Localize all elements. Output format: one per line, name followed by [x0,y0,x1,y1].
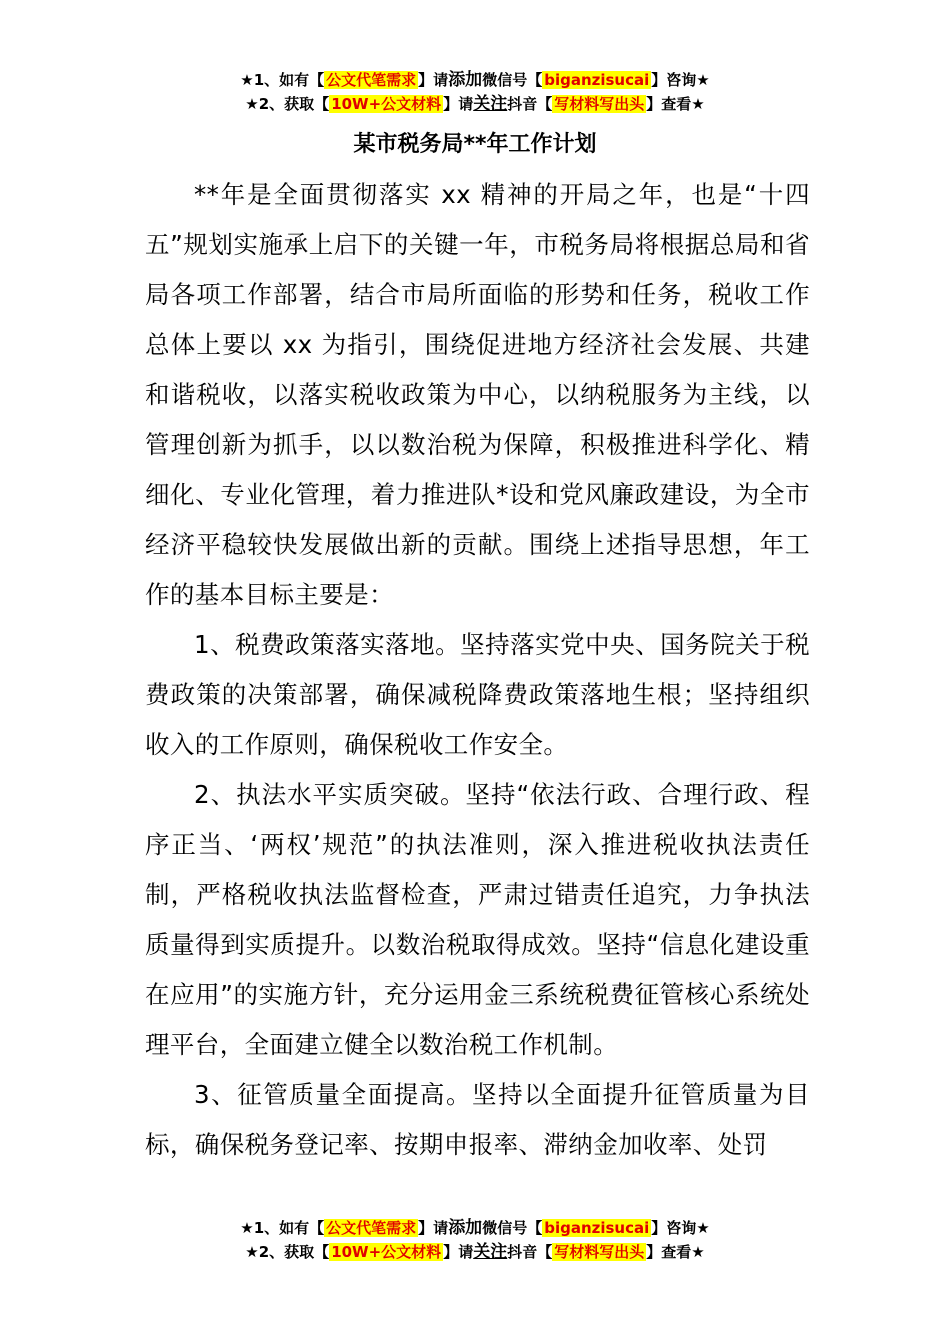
promo-highlight: 写材料写出头 [554,95,645,113]
promo-emphasis: 关注 [473,94,508,114]
promo-line-1 [0,68,950,92]
promo-text: 】请 [418,71,449,89]
promo-text: 】咨询★ [651,1219,710,1237]
promo-line-1 [0,1216,950,1240]
paragraph-item-3: 3、征管质量全面提高。坚持以全面提升征管质量为目标，确保税务登记率、按期申报率、滞纳金加收率、处罚 [145,1080,810,1159]
promo-text: ★1、如有【 [240,1219,325,1237]
paragraph-intro: **年是全面贯彻落实 xx 精神的开局之年，也是“十四五”规划实施承上启下的关键一年，市税务局将根据总局和省局各项工作部署，结合市局所面临的形势和任务，税收工作总体上要以 xx 为指引，围绕促进地方经济社会发展、共建和谐税收，以落实税收政策为中心，以纳税服务为主线，以管理创新为抓手，以以数治税为保障，积极推进科学化、精细化、专业化管理，着力推进队*设和党风廉政建设，为全市经济平稳较快发展做出新的贡献。围绕上述指导思想，年工作的基本目标主要是： [145,180,810,609]
promo-highlight: biganzisucai [544,71,650,89]
paragraph-item-1: 1、税费政策落实落地。坚持落实党中央、国务院关于税费政策的决策部署，确保减税降费政策落地生根；坚持组织收入的工作原则，确保税收工作安全。 [145,630,810,759]
promo-text: 微信号【 [482,1219,543,1237]
promo-banner-bottom [0,1216,950,1264]
promo-text: 】咨询★ [651,71,710,89]
promo-text: 】查看★ [646,95,705,113]
promo-banner-top [0,68,950,116]
promo-line-2 [0,1240,950,1264]
promo-text: 微信号【 [482,71,543,89]
promo-highlight: 10W+公文材料 [331,95,442,113]
document-title: 某市税务局**年工作计划 [353,132,597,157]
promo-text: 】请 [443,1243,474,1261]
promo-text: 】请 [418,1219,449,1237]
promo-text: 】查看★ [646,1243,705,1261]
promo-highlight: 写材料写出头 [554,1243,645,1261]
promo-text: 抖音【 [507,1243,553,1261]
promo-highlight: 公文代笔需求 [326,1219,417,1237]
promo-text: 】请 [443,95,474,113]
promo-highlight: 10W+公文材料 [331,1243,442,1261]
promo-text: ★1、如有【 [240,71,325,89]
promo-highlight: biganzisucai [544,1219,650,1237]
promo-emphasis: 添加 [448,70,483,90]
promo-line-2 [0,92,950,116]
promo-text: ★2、获取【 [245,95,330,113]
promo-highlight: 公文代笔需求 [326,71,417,89]
promo-text: ★2、获取【 [245,1243,330,1261]
promo-emphasis: 添加 [448,1218,483,1238]
document-body [145,170,810,1170]
paragraph-item-2: 2、执法水平实质突破。坚持“依法行政、合理行政、程序正当、‘两权’规范”的执法准则，深入推进税收执法责任制，严格税收执法监督检查，严肃过错责任追究，力争执法质量得到实质提升。以数治税取得成效。坚持“信息化建设重在应用”的实施方针，充分运用金三系统税费征管核心系统处理平台，全面建立健全以数治税工作机制。 [145,780,810,1059]
promo-emphasis: 关注 [473,1242,508,1262]
promo-text: 抖音【 [507,95,553,113]
